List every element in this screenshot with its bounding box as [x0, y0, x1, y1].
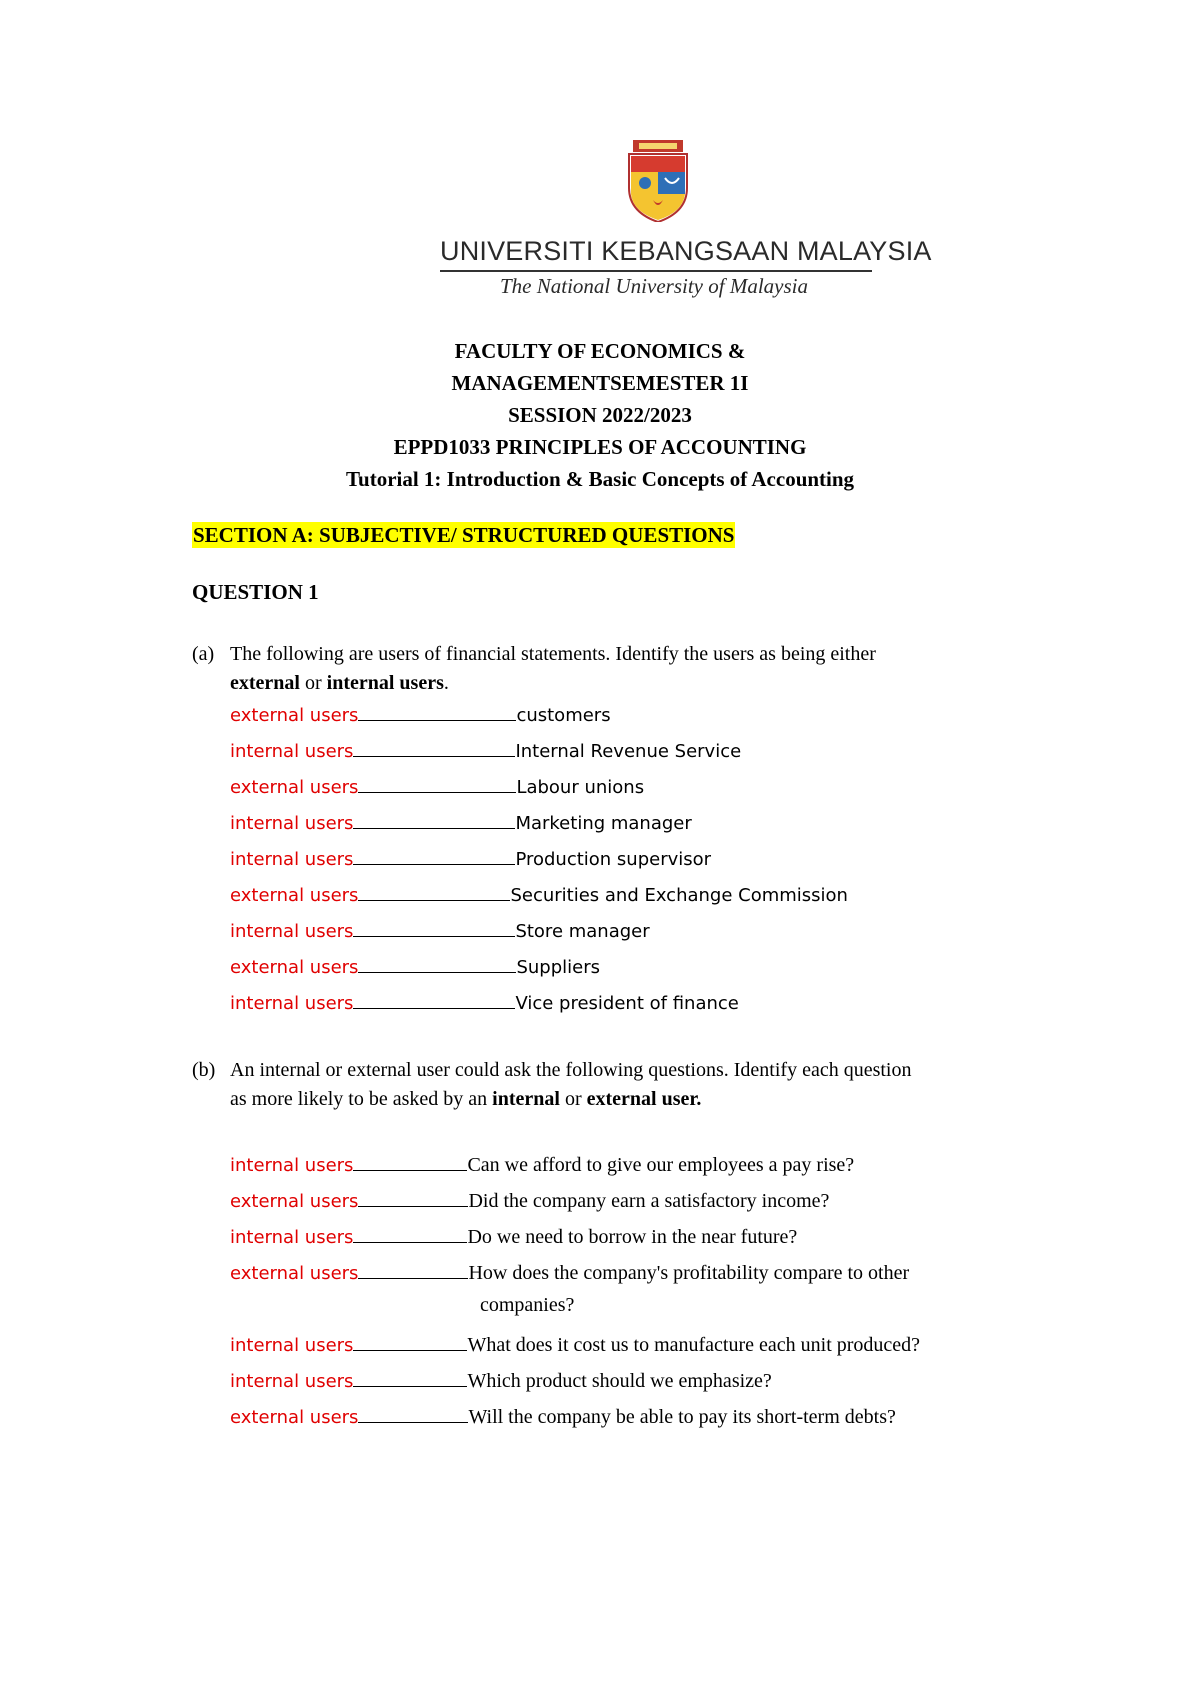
- part-b-bold-1: internal: [492, 1088, 560, 1110]
- list-item: [230, 1186, 829, 1216]
- part-a-bold-1: external: [230, 672, 300, 694]
- answer-blank: [353, 1150, 467, 1171]
- part-b-label: (b): [192, 1059, 216, 1081]
- part-a-bold-2: internal users: [326, 672, 444, 694]
- answer-blank: [358, 1402, 468, 1423]
- part-b-text-3: or: [559, 1088, 587, 1110]
- answer-text: internal users: [230, 1227, 354, 1248]
- answer-blank: [353, 988, 515, 1009]
- part-a-text-3: .: [443, 672, 449, 694]
- list-item: [230, 700, 611, 730]
- user-name: Suppliers: [516, 957, 600, 978]
- user-name: Marketing manager: [515, 813, 692, 834]
- header-course: EPPD1033 PRINCIPLES OF ACCOUNTING: [393, 435, 807, 459]
- answer-text: internal users: [230, 849, 354, 870]
- answer-blank: [358, 952, 516, 973]
- answer-text: external users: [230, 1407, 359, 1428]
- answer-blank: [353, 1366, 467, 1387]
- answer-blank: [353, 1222, 467, 1243]
- university-crest-icon: [625, 140, 691, 222]
- answer-text: internal users: [230, 813, 354, 834]
- user-name: Labour unions: [516, 777, 645, 798]
- answer-text: external users: [230, 1191, 359, 1212]
- question-text: Do we need to borrow in the near future?: [467, 1226, 798, 1248]
- part-a-instruction: [230, 640, 1090, 698]
- university-logo: [440, 140, 932, 300]
- university-tagline: The National University of Malaysia: [500, 274, 808, 298]
- logo-divider: [440, 270, 872, 272]
- answer-blank: [353, 808, 515, 829]
- header-tutorial: Tutorial 1: Introduction & Basic Concepts of Accounting: [345, 467, 855, 491]
- answer-text: external users: [230, 885, 359, 906]
- answer-text: external users: [230, 957, 359, 978]
- header-session: SESSION 2022/2023: [508, 403, 692, 427]
- part-b-text-1: An internal or external user could ask the following questions. Identify each question: [230, 1059, 912, 1081]
- user-name: Internal Revenue Service: [515, 741, 742, 762]
- answer-text: internal users: [230, 993, 354, 1014]
- answer-text: external users: [230, 1263, 359, 1284]
- question-title: QUESTION 1: [192, 580, 319, 604]
- question-text: Did the company earn a satisfactory income?: [468, 1190, 830, 1212]
- answer-blank: [358, 772, 516, 793]
- answer-text: external users: [230, 705, 359, 726]
- answer-text: internal users: [230, 741, 354, 762]
- answer-blank: [358, 880, 510, 901]
- list-item: [230, 952, 600, 982]
- answer-blank: [358, 1186, 468, 1207]
- list-item: [230, 844, 711, 874]
- part-a-label: (a): [192, 643, 215, 665]
- answer-blank: [353, 916, 515, 937]
- answer-text: internal users: [230, 921, 354, 942]
- list-item: [230, 916, 650, 946]
- answer-blank: [353, 736, 515, 757]
- list-item: [230, 772, 644, 802]
- question-text: Will the company be able to pay its short-term debts?: [468, 1406, 896, 1428]
- document-header: [0, 335, 1200, 495]
- question-text: Which product should we emphasize?: [467, 1370, 772, 1392]
- answer-text: internal users: [230, 1371, 354, 1392]
- list-item: [230, 1222, 797, 1252]
- user-name: customers: [516, 705, 611, 726]
- question-text: How does the company's profitability compare to other: [468, 1262, 910, 1284]
- list-item: [230, 736, 741, 766]
- list-item: [230, 988, 739, 1018]
- section-title: SECTION A: SUBJECTIVE/ STRUCTURED QUESTIONS: [193, 523, 735, 547]
- answer-blank: [358, 1258, 468, 1279]
- header-semester: MANAGEMENTSEMESTER 1I: [451, 371, 749, 395]
- university-name: UNIVERSITI KEBANGSAAN MALAYSIA: [440, 236, 932, 266]
- header-faculty: FACULTY OF ECONOMICS &: [454, 339, 746, 363]
- user-name: Production supervisor: [515, 849, 712, 870]
- question-text-continued: companies?: [480, 1294, 575, 1316]
- part-b-text-2: as more likely to be asked by an: [230, 1088, 493, 1110]
- question-text: What does it cost us to manufacture each unit produced?: [467, 1334, 921, 1356]
- answer-text: internal users: [230, 1155, 354, 1176]
- list-item: [230, 1330, 920, 1360]
- user-name: Securities and Exchange Commission: [510, 885, 848, 906]
- user-name: Vice president of finance: [515, 993, 739, 1014]
- list-item: [230, 880, 848, 910]
- part-a-text-1: The following are users of financial statements. Identify the users as being either: [230, 643, 876, 665]
- list-item: [230, 1258, 909, 1288]
- part-a-text-2: or: [299, 672, 327, 694]
- answer-blank: [358, 700, 516, 721]
- list-item: [230, 1150, 854, 1180]
- list-item: [230, 1402, 896, 1432]
- list-item: [230, 808, 692, 838]
- list-item: [230, 1366, 772, 1396]
- question-text: Can we afford to give our employees a pay rise?: [467, 1154, 855, 1176]
- answer-text: internal users: [230, 1335, 354, 1356]
- part-b-instruction: [230, 1056, 1110, 1114]
- answer-blank: [353, 1330, 467, 1351]
- user-name: Store manager: [515, 921, 650, 942]
- part-b-bold-2: external user.: [586, 1088, 702, 1110]
- answer-blank: [353, 844, 515, 865]
- answer-text: external users: [230, 777, 359, 798]
